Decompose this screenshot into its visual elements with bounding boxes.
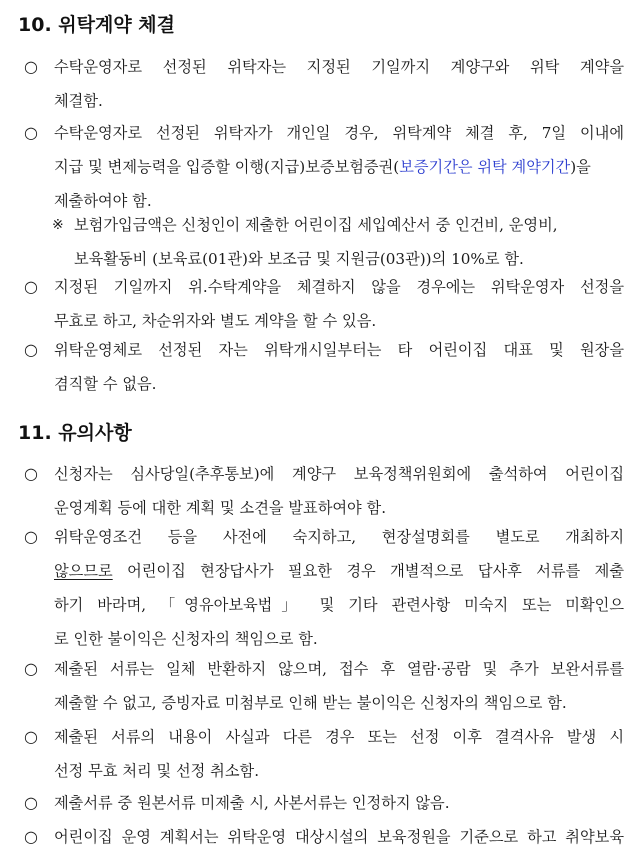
section-11-title: 11. 유의사항: [18, 422, 132, 444]
paragraph-line: 제출하여야 함.: [54, 192, 152, 210]
section-11-item-2: [24, 520, 624, 656]
paragraph-line: 선정 무효 처리 및 선정 취소함.: [54, 762, 260, 780]
paragraph-line: 겸직할 수 없음.: [54, 375, 157, 393]
paragraph-line: 위탁운영체로 선정된 자는 위탁개시일부터는 타 어린이집 대표 및 원장을: [54, 341, 624, 359]
paragraph-line: 신청자는 심사당일(추후통보)에 계양구 보육정책위원회에 출석하여 어린이집: [54, 465, 624, 483]
paragraph-line: 체결함.: [54, 92, 103, 110]
section-11-item-4: [24, 720, 624, 788]
section-10-item-2: [24, 116, 624, 218]
section-11-item-5: [24, 786, 624, 820]
section-10-item-3: [24, 270, 624, 338]
text-span: 어린이집 현장답사가 필요한 경우 개별적으로 답사후 서류를 제출: [112, 562, 624, 580]
circle-bullet-icon: ○: [24, 527, 38, 546]
circle-bullet-icon: ○: [24, 340, 38, 359]
paragraph-line: 어린이집 운영 계획서는 위탁운영 대상시설의 보육정원을 기준으로 하고 취약보육: [54, 828, 624, 846]
reference-mark-icon: ※: [52, 217, 64, 233]
text-span: )을: [570, 158, 591, 176]
section-11-item-6: [24, 820, 624, 854]
paragraph-line: 제출된 서류는 일체 반환하지 않으며, 접수 후 열람·공람 및 추가 보완서류를: [54, 660, 624, 678]
paragraph-line: [54, 554, 624, 588]
circle-bullet-icon: ○: [24, 464, 38, 483]
section-10-title: 10. 위탁계약 체결: [18, 14, 176, 36]
paragraph-line: 제출서류 중 원본서류 미제출 시, 사본서류는 인정하지 않음.: [54, 794, 450, 812]
underlined-text: 않으므로: [54, 562, 113, 580]
note-line: 보험가입금액은 신청인이 제출한 어린이집 세입예산서 중 인건비, 운영비,: [74, 216, 558, 234]
paragraph-line: 제출할 수 없고, 증빙자료 미첨부로 인해 받는 불이익은 신청자의 책임으로 함.: [54, 694, 567, 712]
paragraph-line: 위탁운영조건 등을 사전에 숙지하고, 현장설명회를 별도로 개최하지: [54, 528, 624, 546]
paragraph-line: 제출된 서류의 내용이 사실과 다른 경우 또는 선정 이후 결격사유 발생 시: [54, 728, 624, 746]
section-10-item-1: [24, 50, 624, 118]
section-11-item-1: [24, 457, 624, 525]
paragraph-line: 로 인한 불이익은 신청자의 책임으로 함.: [54, 630, 318, 648]
guarantee-period-text: 보증기간은 위탁 계약기간: [399, 158, 571, 176]
paragraph-line: 수탁운영자로 선정된 위탁자는 지정된 기일까지 계양구와 위탁 계약을: [54, 58, 624, 76]
circle-bullet-icon: ○: [24, 659, 38, 678]
circle-bullet-icon: ○: [24, 123, 38, 142]
section-10-item-4: [24, 333, 624, 401]
paragraph-line: 운영계획 등에 대한 계획 및 소견을 발표하여야 함.: [54, 499, 387, 517]
text-span: 지급 및 변제능력을 입증할 이행(지급)보증보험증권(: [54, 158, 400, 176]
circle-bullet-icon: ○: [24, 277, 38, 296]
circle-bullet-icon: ○: [24, 827, 38, 846]
circle-bullet-icon: ○: [24, 793, 38, 812]
circle-bullet-icon: ○: [24, 57, 38, 76]
section-11-item-3: [24, 652, 624, 720]
paragraph-line: 지정된 기일까지 위.수탁계약을 체결하지 않을 경우에는 위탁운영자 선정을: [54, 278, 624, 296]
paragraph-line: [54, 150, 624, 184]
paragraph-line: 수탁운영자로 선정된 위탁자가 개인일 경우, 위탁계약 체결 후, 7일 이내에: [54, 124, 624, 142]
circle-bullet-icon: ○: [24, 727, 38, 746]
paragraph-line: 무효로 하고, 차순위자와 별도 계약을 할 수 있음.: [54, 312, 377, 330]
section-10-note: [52, 208, 624, 276]
note-line: 보육활동비 (보육료(01관)와 보조금 및 지원금(03관))의 10%로 함.: [74, 250, 524, 268]
paragraph-line: 하기 바라며, 「영유아보육법」 및 기타 관련사항 미숙지 또는 미확인으: [54, 596, 624, 614]
